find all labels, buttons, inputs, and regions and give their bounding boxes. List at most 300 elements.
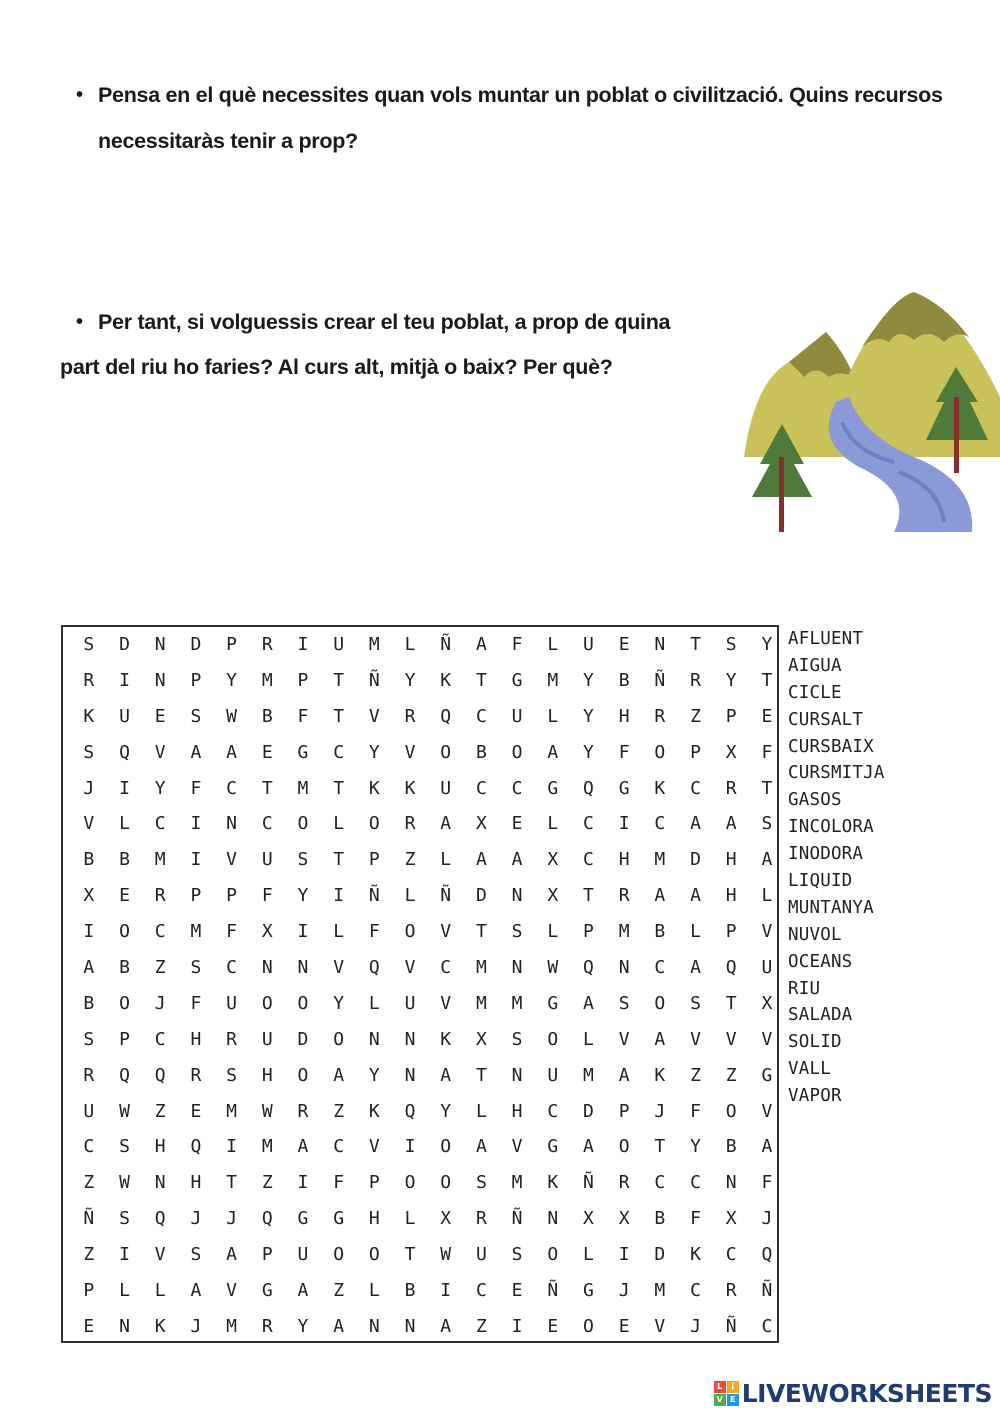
grid-cell[interactable]: J: [761, 1208, 773, 1230]
grid-cell[interactable]: N: [261, 957, 273, 979]
grid-cell[interactable]: O: [547, 1028, 559, 1050]
grid-cell[interactable]: E: [261, 741, 273, 763]
grid-cell[interactable]: S: [618, 992, 630, 1014]
grid-cell[interactable]: P: [119, 1028, 130, 1050]
grid-cell[interactable]: J: [190, 1315, 202, 1337]
grid-cell[interactable]: A: [475, 849, 487, 871]
grid-cell[interactable]: I: [119, 669, 130, 691]
grid-cell[interactable]: E: [618, 634, 630, 655]
grid-cell[interactable]: A: [83, 957, 95, 979]
grid-cell[interactable]: A: [761, 849, 773, 871]
grid-cell[interactable]: A: [297, 1280, 309, 1302]
grid-cell[interactable]: X: [475, 1028, 487, 1050]
grid-cell[interactable]: Ñ: [368, 669, 380, 691]
grid-cell[interactable]: N: [404, 1028, 416, 1050]
grid-cell[interactable]: K: [440, 669, 452, 691]
grid-cell[interactable]: Z: [690, 1064, 701, 1086]
grid-cell[interactable]: B: [654, 921, 666, 943]
grid-cell[interactable]: I: [83, 921, 95, 943]
grid-cell[interactable]: M: [547, 669, 559, 691]
grid-cell[interactable]: F: [261, 885, 273, 907]
grid-cell[interactable]: R: [261, 634, 273, 655]
grid-cell[interactable]: L: [404, 1208, 416, 1230]
grid-cell[interactable]: Ñ: [583, 1172, 594, 1194]
grid-cell[interactable]: X: [725, 741, 737, 763]
grid-cell[interactable]: K: [440, 1028, 452, 1050]
grid-cell[interactable]: M: [226, 1315, 238, 1337]
grid-cell[interactable]: Ñ: [761, 1280, 773, 1302]
grid-cell[interactable]: X: [440, 1208, 452, 1230]
grid-cell[interactable]: Y: [690, 1136, 701, 1158]
grid-cell[interactable]: R: [618, 885, 630, 907]
grid-cell[interactable]: O: [404, 921, 416, 943]
grid-cell[interactable]: O: [368, 813, 380, 835]
grid-cell[interactable]: B: [475, 741, 487, 763]
grid-cell[interactable]: X: [547, 885, 559, 907]
grid-cell[interactable]: C: [654, 1172, 666, 1194]
grid-cell[interactable]: G: [547, 1136, 559, 1158]
grid-cell[interactable]: D: [654, 1244, 666, 1266]
grid-cell[interactable]: O: [440, 1136, 452, 1158]
grid-cell[interactable]: P: [226, 634, 238, 655]
grid-cell[interactable]: R: [618, 1172, 630, 1194]
grid-cell[interactable]: M: [583, 1064, 594, 1086]
grid-cell[interactable]: N: [511, 885, 523, 907]
grid-cell[interactable]: I: [333, 885, 345, 907]
grid-cell[interactable]: E: [618, 1315, 630, 1337]
grid-cell[interactable]: V: [83, 813, 95, 835]
grid-cell[interactable]: V: [368, 705, 380, 727]
grid-cell[interactable]: Y: [404, 669, 416, 691]
grid-cell[interactable]: T: [333, 849, 345, 871]
grid-cell[interactable]: Y: [226, 669, 238, 691]
grid-cell[interactable]: O: [511, 741, 523, 763]
grid-cell[interactable]: U: [83, 1100, 95, 1122]
grid-cell[interactable]: M: [368, 634, 380, 655]
grid-cell[interactable]: N: [404, 1315, 416, 1337]
grid-cell[interactable]: Ñ: [511, 1208, 523, 1230]
grid-cell[interactable]: L: [368, 992, 380, 1014]
grid-cell[interactable]: C: [690, 777, 701, 799]
grid-cell[interactable]: R: [725, 1280, 737, 1302]
grid-cell[interactable]: Z: [725, 1064, 737, 1086]
grid-cell[interactable]: U: [511, 705, 523, 727]
grid-cell[interactable]: Ñ: [654, 669, 666, 691]
grid-cell[interactable]: F: [690, 1208, 701, 1230]
grid-cell[interactable]: B: [404, 1280, 416, 1302]
grid-cell[interactable]: J: [154, 992, 166, 1014]
grid-cell[interactable]: Q: [154, 1208, 166, 1230]
grid-cell[interactable]: X: [618, 1208, 630, 1230]
grid-cell[interactable]: B: [83, 992, 95, 1014]
grid-cell[interactable]: B: [725, 1136, 737, 1158]
grid-cell[interactable]: M: [511, 992, 523, 1014]
grid-cell[interactable]: C: [654, 813, 666, 835]
grid-cell[interactable]: Z: [154, 1100, 166, 1122]
grid-cell[interactable]: U: [226, 992, 238, 1014]
grid-cell[interactable]: Q: [761, 1244, 773, 1266]
grid-cell[interactable]: E: [511, 1280, 523, 1302]
grid-cell[interactable]: V: [226, 1280, 238, 1302]
grid-cell[interactable]: I: [404, 1136, 416, 1158]
grid-cell[interactable]: Z: [404, 849, 416, 871]
grid-cell[interactable]: T: [333, 777, 345, 799]
grid-cell[interactable]: G: [511, 669, 523, 691]
grid-cell[interactable]: A: [440, 1064, 452, 1086]
grid-cell[interactable]: S: [190, 957, 202, 979]
grid-cell[interactable]: N: [725, 1172, 737, 1194]
grid-cell[interactable]: L: [440, 849, 452, 871]
grid-cell[interactable]: T: [583, 885, 594, 907]
grid-cell[interactable]: P: [368, 1172, 380, 1194]
grid-cell[interactable]: V: [725, 1028, 737, 1050]
grid-cell[interactable]: T: [725, 992, 737, 1014]
grid-cell[interactable]: A: [475, 1136, 487, 1158]
grid-cell[interactable]: O: [297, 813, 309, 835]
grid-cell[interactable]: R: [83, 669, 95, 691]
grid-cell[interactable]: R: [690, 669, 701, 691]
grid-cell[interactable]: A: [690, 813, 701, 835]
grid-cell[interactable]: O: [547, 1244, 559, 1266]
grid-cell[interactable]: J: [690, 1315, 701, 1337]
grid-cell[interactable]: E: [154, 705, 166, 727]
grid-cell[interactable]: V: [690, 1028, 701, 1050]
grid-cell[interactable]: G: [618, 777, 630, 799]
grid-cell[interactable]: A: [297, 1136, 309, 1158]
grid-cell[interactable]: O: [654, 992, 666, 1014]
grid-cell[interactable]: B: [119, 849, 130, 871]
grid-cell[interactable]: Y: [583, 741, 594, 763]
grid-cell[interactable]: O: [297, 992, 309, 1014]
grid-cell[interactable]: D: [297, 1028, 309, 1050]
grid-cell[interactable]: N: [618, 957, 630, 979]
grid-cell[interactable]: A: [333, 1315, 345, 1337]
grid-cell[interactable]: L: [119, 1280, 130, 1302]
grid-cell[interactable]: U: [333, 634, 345, 655]
grid-cell[interactable]: I: [119, 777, 130, 799]
grid-cell[interactable]: Y: [440, 1100, 452, 1122]
grid-cell[interactable]: I: [440, 1280, 452, 1302]
grid-cell[interactable]: C: [654, 957, 666, 979]
grid-cell[interactable]: C: [725, 1244, 737, 1266]
grid-cell[interactable]: M: [475, 957, 487, 979]
grid-cell[interactable]: F: [761, 1172, 773, 1194]
grid-cell[interactable]: O: [119, 992, 130, 1014]
grid-cell[interactable]: A: [618, 1064, 630, 1086]
grid-cell[interactable]: N: [368, 1315, 380, 1337]
grid-cell[interactable]: S: [725, 634, 737, 655]
grid-cell[interactable]: Q: [583, 957, 594, 979]
grid-cell[interactable]: Z: [261, 1172, 273, 1194]
grid-cell[interactable]: V: [761, 1028, 773, 1050]
grid-cell[interactable]: P: [83, 1280, 95, 1302]
grid-cell[interactable]: Ñ: [725, 1315, 737, 1337]
grid-cell[interactable]: Y: [761, 634, 773, 655]
grid-cell[interactable]: L: [333, 921, 345, 943]
grid-cell[interactable]: T: [333, 669, 345, 691]
grid-cell[interactable]: V: [511, 1136, 523, 1158]
grid-cell[interactable]: U: [261, 849, 273, 871]
grid-cell[interactable]: S: [83, 1028, 95, 1050]
grid-cell[interactable]: S: [690, 992, 701, 1014]
grid-cell[interactable]: H: [261, 1064, 273, 1086]
grid-cell[interactable]: G: [761, 1064, 773, 1086]
grid-cell[interactable]: Y: [154, 777, 166, 799]
grid-cell[interactable]: R: [190, 1064, 202, 1086]
grid-cell[interactable]: H: [511, 1100, 523, 1122]
grid-cell[interactable]: I: [297, 634, 309, 655]
grid-cell[interactable]: Y: [297, 885, 309, 907]
grid-cell[interactable]: P: [725, 921, 737, 943]
grid-cell[interactable]: H: [190, 1028, 202, 1050]
grid-cell[interactable]: E: [547, 1315, 559, 1337]
grid-cell[interactable]: R: [404, 813, 416, 835]
grid-cell[interactable]: L: [368, 1280, 380, 1302]
grid-cell[interactable]: Q: [190, 1136, 202, 1158]
grid-cell[interactable]: F: [511, 634, 523, 655]
grid-cell[interactable]: A: [690, 885, 701, 907]
grid-cell[interactable]: R: [654, 705, 666, 727]
grid-cell[interactable]: B: [654, 1208, 666, 1230]
grid-cell[interactable]: K: [368, 1100, 380, 1122]
grid-cell[interactable]: W: [119, 1100, 130, 1122]
grid-cell[interactable]: C: [226, 777, 238, 799]
grid-cell[interactable]: X: [547, 849, 559, 871]
grid-cell[interactable]: V: [154, 741, 166, 763]
grid-cell[interactable]: C: [690, 1280, 701, 1302]
grid-cell[interactable]: Z: [83, 1244, 95, 1266]
grid-cell[interactable]: R: [725, 777, 737, 799]
grid-cell[interactable]: B: [119, 957, 130, 979]
grid-cell[interactable]: D: [690, 849, 701, 871]
grid-cell[interactable]: S: [226, 1064, 238, 1086]
grid-cell[interactable]: T: [333, 705, 345, 727]
grid-cell[interactable]: K: [83, 705, 95, 727]
grid-cell[interactable]: G: [547, 992, 559, 1014]
grid-cell[interactable]: S: [83, 741, 95, 763]
grid-cell[interactable]: H: [618, 849, 630, 871]
grid-cell[interactable]: Ñ: [368, 885, 380, 907]
grid-cell[interactable]: J: [83, 777, 95, 799]
grid-cell[interactable]: S: [119, 1136, 130, 1158]
grid-cell[interactable]: A: [190, 741, 202, 763]
grid-cell[interactable]: M: [511, 1172, 523, 1194]
grid-cell[interactable]: I: [190, 813, 202, 835]
grid-cell[interactable]: A: [190, 1280, 202, 1302]
grid-cell[interactable]: V: [333, 957, 345, 979]
grid-cell[interactable]: Z: [154, 957, 166, 979]
grid-cell[interactable]: O: [583, 1315, 594, 1337]
grid-cell[interactable]: K: [690, 1244, 701, 1266]
grid-cell[interactable]: P: [190, 885, 202, 907]
grid-cell[interactable]: C: [475, 777, 487, 799]
grid-cell[interactable]: S: [761, 813, 773, 835]
grid-cell[interactable]: Q: [154, 1064, 166, 1086]
grid-cell[interactable]: O: [725, 1100, 737, 1122]
grid-cell[interactable]: E: [190, 1100, 202, 1122]
grid-cell[interactable]: U: [297, 1244, 309, 1266]
grid-cell[interactable]: U: [119, 705, 130, 727]
grid-cell[interactable]: A: [440, 813, 452, 835]
grid-cell[interactable]: A: [583, 1136, 594, 1158]
grid-cell[interactable]: X: [83, 885, 95, 907]
grid-cell[interactable]: P: [226, 885, 238, 907]
grid-cell[interactable]: O: [333, 1028, 345, 1050]
grid-cell[interactable]: J: [226, 1208, 238, 1230]
grid-cell[interactable]: G: [297, 741, 309, 763]
grid-cell[interactable]: C: [154, 921, 166, 943]
grid-cell[interactable]: T: [475, 669, 487, 691]
grid-cell[interactable]: A: [583, 992, 594, 1014]
grid-cell[interactable]: N: [654, 634, 666, 655]
grid-cell[interactable]: R: [226, 1028, 238, 1050]
grid-cell[interactable]: U: [404, 992, 416, 1014]
grid-cell[interactable]: N: [226, 813, 238, 835]
grid-cell[interactable]: N: [404, 1064, 416, 1086]
grid-cell[interactable]: A: [654, 885, 666, 907]
grid-cell[interactable]: M: [654, 1280, 666, 1302]
grid-cell[interactable]: W: [261, 1100, 273, 1122]
grid-cell[interactable]: O: [333, 1244, 345, 1266]
grid-cell[interactable]: V: [404, 957, 416, 979]
grid-cell[interactable]: D: [119, 634, 130, 655]
grid-cell[interactable]: C: [761, 1315, 773, 1337]
grid-cell[interactable]: C: [333, 741, 345, 763]
grid-cell[interactable]: M: [618, 921, 630, 943]
grid-cell[interactable]: P: [690, 741, 701, 763]
grid-cell[interactable]: I: [297, 921, 309, 943]
grid-cell[interactable]: G: [297, 1208, 309, 1230]
grid-cell[interactable]: L: [333, 813, 345, 835]
grid-cell[interactable]: B: [83, 849, 95, 871]
grid-cell[interactable]: V: [368, 1136, 380, 1158]
grid-cell[interactable]: I: [297, 1172, 309, 1194]
grid-cell[interactable]: N: [368, 1028, 380, 1050]
grid-cell[interactable]: Y: [368, 741, 380, 763]
grid-cell[interactable]: C: [440, 957, 452, 979]
grid-cell[interactable]: X: [261, 921, 273, 943]
grid-cell[interactable]: C: [583, 813, 594, 835]
grid-cell[interactable]: E: [761, 705, 773, 727]
grid-cell[interactable]: L: [154, 1280, 166, 1302]
grid-cell[interactable]: X: [583, 1208, 594, 1230]
grid-cell[interactable]: S: [119, 1208, 130, 1230]
grid-cell[interactable]: W: [547, 957, 559, 979]
grid-cell[interactable]: Y: [725, 669, 737, 691]
grid-cell[interactable]: U: [761, 957, 773, 979]
grid-cell[interactable]: V: [618, 1028, 630, 1050]
grid-cell[interactable]: C: [475, 705, 487, 727]
grid-cell[interactable]: K: [368, 777, 380, 799]
grid-cell[interactable]: Q: [440, 705, 452, 727]
grid-cell[interactable]: J: [618, 1280, 630, 1302]
grid-cell[interactable]: O: [440, 741, 452, 763]
grid-cell[interactable]: K: [404, 777, 416, 799]
grid-cell[interactable]: P: [190, 669, 202, 691]
grid-cell[interactable]: I: [618, 813, 630, 835]
grid-cell[interactable]: P: [583, 921, 594, 943]
grid-cell[interactable]: N: [547, 1208, 559, 1230]
grid-cell[interactable]: C: [547, 1100, 559, 1122]
grid-cell[interactable]: P: [261, 1244, 273, 1266]
grid-cell[interactable]: L: [547, 705, 559, 727]
grid-cell[interactable]: W: [119, 1172, 130, 1194]
grid-cell[interactable]: O: [261, 992, 273, 1014]
grid-cell[interactable]: K: [654, 1064, 666, 1086]
grid-cell[interactable]: K: [654, 777, 666, 799]
grid-cell[interactable]: E: [83, 1315, 95, 1337]
grid-cell[interactable]: S: [190, 1244, 202, 1266]
grid-cell[interactable]: U: [261, 1028, 273, 1050]
grid-cell[interactable]: L: [547, 813, 559, 835]
grid-cell[interactable]: O: [297, 1064, 309, 1086]
grid-cell[interactable]: Ñ: [440, 634, 452, 655]
grid-cell[interactable]: O: [404, 1172, 416, 1194]
grid-cell[interactable]: T: [475, 921, 487, 943]
grid-cell[interactable]: Y: [333, 992, 345, 1014]
grid-cell[interactable]: F: [368, 921, 380, 943]
grid-cell[interactable]: X: [475, 813, 487, 835]
grid-cell[interactable]: A: [690, 957, 701, 979]
grid-cell[interactable]: O: [119, 921, 130, 943]
grid-cell[interactable]: T: [690, 634, 701, 655]
grid-cell[interactable]: T: [761, 777, 773, 799]
grid-cell[interactable]: R: [83, 1064, 95, 1086]
grid-cell[interactable]: Q: [583, 777, 594, 799]
grid-cell[interactable]: Z: [333, 1280, 345, 1302]
grid-cell[interactable]: S: [475, 1172, 487, 1194]
grid-cell[interactable]: U: [547, 1064, 559, 1086]
grid-cell[interactable]: V: [154, 1244, 166, 1266]
grid-cell[interactable]: H: [618, 705, 630, 727]
grid-cell[interactable]: I: [511, 1315, 523, 1337]
grid-cell[interactable]: Y: [297, 1315, 309, 1337]
grid-cell[interactable]: A: [226, 1244, 238, 1266]
grid-cell[interactable]: D: [475, 885, 487, 907]
grid-cell[interactable]: M: [654, 849, 666, 871]
grid-cell[interactable]: J: [654, 1100, 666, 1122]
grid-cell[interactable]: Q: [404, 1100, 416, 1122]
grid-cell[interactable]: V: [226, 849, 238, 871]
word-search-grid[interactable]: [61, 625, 779, 1343]
grid-cell[interactable]: Ñ: [440, 885, 452, 907]
grid-cell[interactable]: W: [440, 1244, 452, 1266]
grid-cell[interactable]: N: [154, 669, 166, 691]
grid-cell[interactable]: P: [368, 849, 380, 871]
grid-cell[interactable]: T: [761, 669, 773, 691]
grid-cell[interactable]: K: [547, 1172, 559, 1194]
grid-cell[interactable]: A: [333, 1064, 345, 1086]
grid-cell[interactable]: T: [475, 1064, 487, 1086]
grid-cell[interactable]: H: [368, 1208, 380, 1230]
grid-cell[interactable]: C: [154, 813, 166, 835]
grid-cell[interactable]: U: [475, 1244, 487, 1266]
grid-cell[interactable]: Q: [368, 957, 380, 979]
grid-cell[interactable]: N: [297, 957, 309, 979]
grid-cell[interactable]: Ñ: [547, 1280, 559, 1302]
grid-cell[interactable]: Q: [119, 741, 130, 763]
grid-cell[interactable]: V: [654, 1315, 666, 1337]
grid-cell[interactable]: M: [190, 921, 202, 943]
grid-cell[interactable]: C: [261, 813, 273, 835]
grid-cell[interactable]: Z: [690, 705, 701, 727]
grid-cell[interactable]: B: [261, 705, 273, 727]
grid-cell[interactable]: C: [226, 957, 238, 979]
grid-cell[interactable]: E: [511, 813, 523, 835]
grid-cell[interactable]: N: [154, 634, 166, 655]
grid-cell[interactable]: K: [154, 1315, 166, 1337]
grid-cell[interactable]: W: [226, 705, 238, 727]
